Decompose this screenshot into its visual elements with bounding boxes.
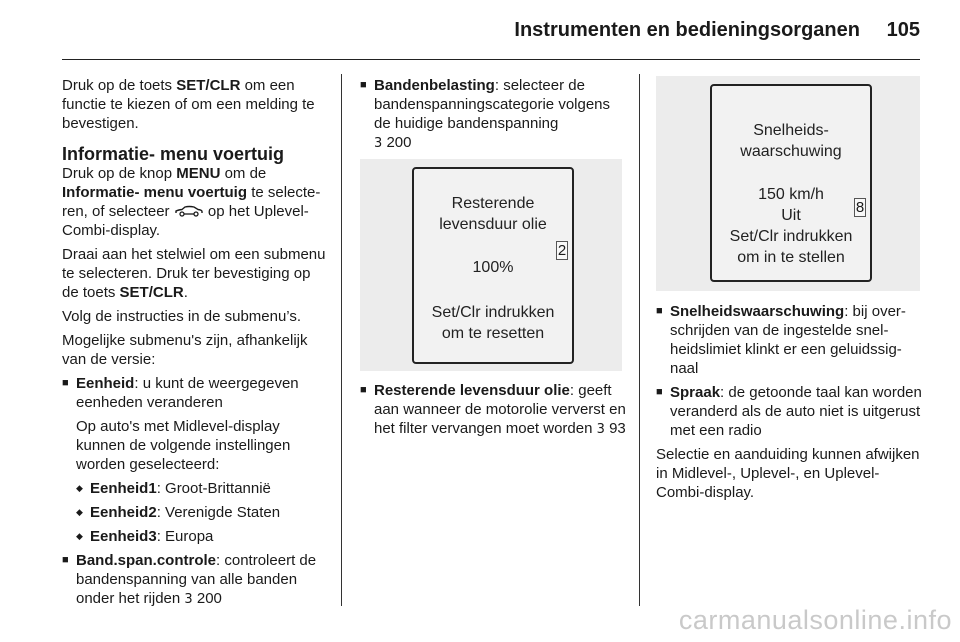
sub-item-eenheid3: ◆ Eenheid3: Europa (62, 527, 326, 546)
sub-item-eenheid1: ◆ Eenheid1: Groot-Brittannië (62, 479, 326, 498)
section-heading: Informatie- menu voertuig (62, 144, 285, 164)
display-illustration-speed (656, 76, 920, 291)
column-divider-2 (639, 74, 640, 606)
column-2 (360, 76, 626, 444)
page-number: 105 (886, 19, 920, 41)
paragraph-midlevel: Op auto's met Midlevel-display kunnen de volgende instellingen worden geselecteerd: (76, 418, 291, 473)
page-reference-arrow[interactable]: 3 (184, 592, 193, 607)
paragraph-menu: Druk op de knop MENU om de Informatie- menu voertuig te selecteren, of selecteer op het Uplevel-Combi-display. (62, 165, 321, 239)
page-reference[interactable]: 93 (604, 420, 626, 437)
car-icon (174, 205, 204, 217)
list-item-spraak: ■ Spraak: de getoonde taal kan worden veranderd als de auto niet is uitgerust met een radio (656, 383, 924, 440)
list-item-eenheid: ■ Eenheid: u kunt de weergegeven eenheden veranderen (62, 374, 326, 412)
list-item-resterende-levensduur: ■ Resterende levensduur olie: geeft aan wanneer de motorolie ververst en het filter vervangen moet worden 3 93 (360, 381, 626, 439)
header-divider (62, 59, 920, 60)
paragraph-selectie: Selectie en aanduiding kunnen afwijken in Midlevel-, Uplevel-, en Uplevel-Combi-display. (656, 446, 920, 501)
callout-number: 2 (557, 242, 567, 259)
paragraph-stelwiel: Draai aan het stelwiel om een submenu te selecteren. Druk ter bevestiging op de toets SET/CLR. (62, 246, 326, 301)
display-illustration-oil (360, 159, 622, 371)
sub-item-eenheid2: ◆ Eenheid2: Verenigde Staten (62, 503, 326, 522)
column-3 (656, 76, 924, 507)
paragraph-instructies: Volg de instructies in de submenu’s. (62, 308, 302, 325)
paragraph-set-clr: Druk op de toets SET/CLR om een functie te kiezen of om een melding te bevestigen. (62, 77, 315, 132)
list-item-snelheidswaarschuwing: ■ Snelheidswaarschuwing: bij overschrijden van de ingestelde snelheidslimiet klinkt er een geluidssignaal (656, 302, 924, 378)
page-reference[interactable]: 200 (192, 590, 222, 607)
paragraph-submenus: Mogelijke submenu's zijn, afhankelijk van de versie: (62, 332, 308, 368)
list-item-bandenbelasting: ■ Bandenbelasting: selecteer de bandenspanningscategorie volgens de huidige bandenspanning 3 200 (360, 76, 626, 153)
page-reference-arrow[interactable]: 3 (374, 136, 383, 151)
page-title: Instrumenten en bedieningsorganen (514, 19, 860, 41)
callout-number: 8 (855, 199, 865, 216)
lcd-screen: Snelheids- waarschuwing 150 km/h Uit Set/Clr indrukken om in te stellen (710, 84, 872, 282)
list-item-band-span-controle: ■ Band.span.controle: controleert de bandenspanning van alle banden onder het rijden 3 200 (62, 551, 326, 609)
column-divider-1 (341, 74, 342, 606)
page-header (0, 0, 960, 62)
page-reference-arrow[interactable]: 3 (596, 422, 605, 437)
watermark: carmanualsonline.info (678, 605, 952, 635)
column-1 (62, 76, 326, 614)
page-reference[interactable]: 200 (382, 134, 412, 151)
lcd-screen: Resterende levensduur olie 100% Set/Clr indrukken om te resetten (412, 167, 574, 364)
